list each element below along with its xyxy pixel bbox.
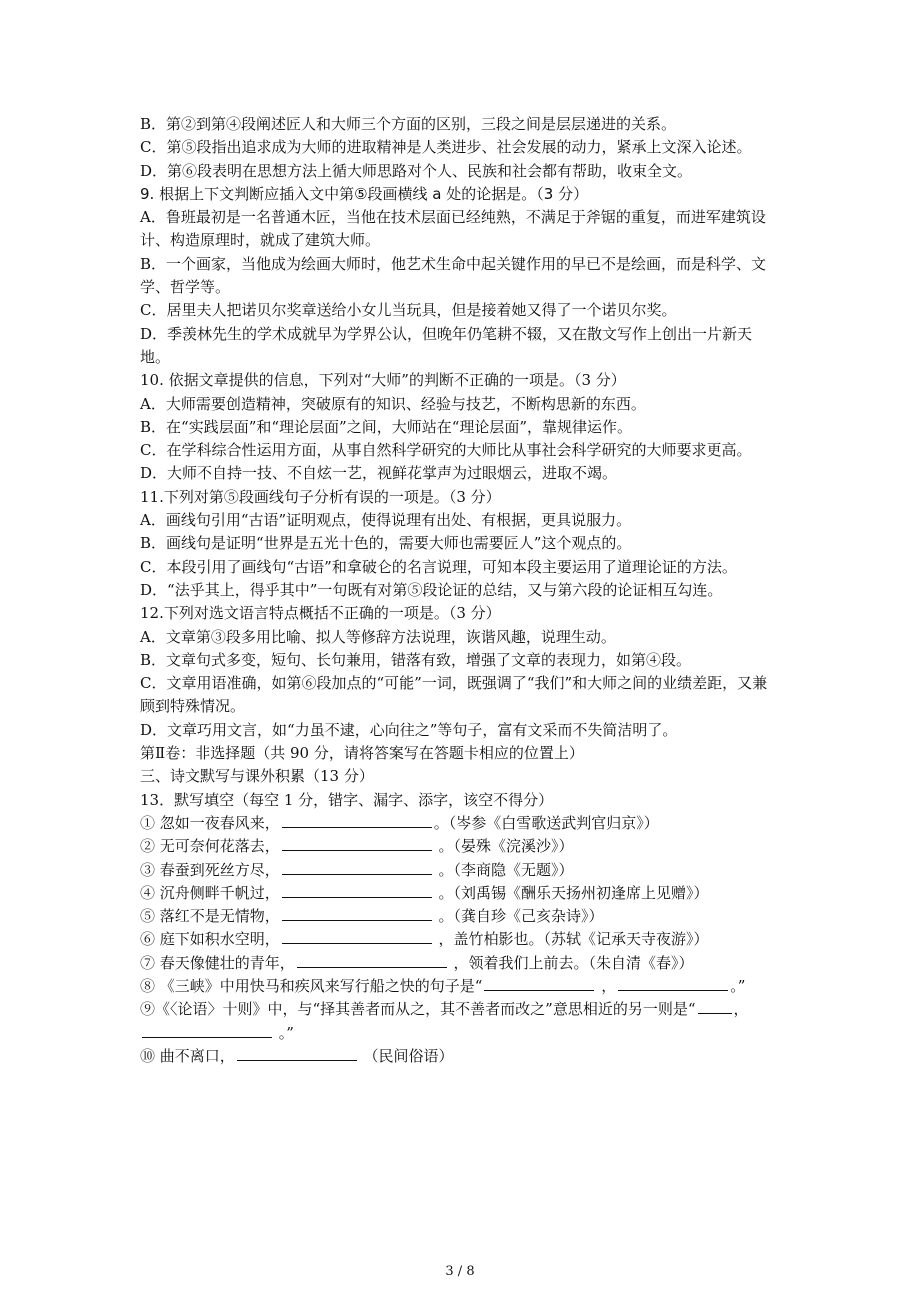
q13-item-2 xyxy=(140,835,780,858)
q8-option-d: D．第⑥段表明在思想方法上循大师思路对个人、民族和社会都有帮助，收束全文。 xyxy=(140,161,693,180)
item-prefix: ⑧ 《三峡》中用快马和疾风来写行船之快的句子是“ xyxy=(140,976,483,995)
item-separator: ， xyxy=(596,976,617,995)
answer-blank[interactable] xyxy=(282,836,432,851)
q9-option-d: D．季羡林先生的学术成就早为学界公认，但晚年仍笔耕不辍，又在散文写作上创出一片新天地。 xyxy=(140,324,753,366)
section3-title: 三、诗文默写与课外积累（13 分） xyxy=(140,767,374,786)
answer-blank[interactable] xyxy=(282,813,432,828)
q13-item-10 xyxy=(140,1045,780,1068)
q9-option-a: A．鲁班最初是一名普通木匠，当他在技术层面已经纯熟，不满足于斧锯的重复，而进军建筑设计、构造原理时，就成了建筑大师。 xyxy=(140,208,766,250)
answer-blank[interactable] xyxy=(698,999,732,1014)
q13-item-4 xyxy=(140,882,780,905)
q11-option-d: D．“法乎其上，得乎其中”一句既有对第⑤段论证的总结，又与第六段的论证相互勾连。 xyxy=(140,580,723,599)
item-prefix: ④ 沉舟侧畔千帆过， xyxy=(140,883,280,902)
item-suffix: 。（晏殊《浣溪沙》） xyxy=(433,837,574,856)
q11-option-a: A．画线句引用“古语”证明观点，使得说理有出处、有根据，更具说服力。 xyxy=(140,511,632,530)
q10-option-a: A．大师需要创造精神，突破原有的知识、经验与技艺，不断构思新的东西。 xyxy=(140,394,646,413)
q12-option-c: C．文章用语准确，如第⑥段加点的“可能”一词，既强调了“我们”和大师之间的业绩差距，又兼顾到特殊情况。 xyxy=(140,674,768,716)
item-prefix: ⑩ 曲不离口， xyxy=(140,1046,235,1065)
item-suffix: 。（龚自珍《己亥杂诗》） xyxy=(433,907,604,926)
item-separator: ， xyxy=(733,1000,749,1019)
q13-stem: 13．默写填空（每空 1 分，错字、漏字、添字，该空不得分） xyxy=(140,790,554,809)
item-suffix: 。” xyxy=(730,976,746,995)
item-suffix: 。” xyxy=(274,1023,294,1042)
q9-option-c: C．居里夫人把诺贝尔奖章送给小女儿当玩具，但是接着她又得了一个诺贝尔奖。 xyxy=(140,301,677,320)
item-suffix: （民间俗语） xyxy=(358,1046,454,1065)
q12-option-d: D．文章巧用文言，如“力虽不逮，心向往之”等句子，富有文采而不失简洁明了。 xyxy=(140,720,678,739)
answer-blank[interactable] xyxy=(142,1023,272,1038)
q11-stem: 11.下列对第⑤段画线句子分析有误的一项是。（3 分） xyxy=(140,487,501,506)
item-prefix: ② 无可奈何花落去， xyxy=(140,837,280,856)
answer-blank[interactable] xyxy=(237,1046,357,1061)
item-prefix: ⑥ 庭下如积水空明， xyxy=(140,930,280,949)
q13-item-3 xyxy=(140,859,780,882)
q13-item-7 xyxy=(140,952,780,975)
page-number: 3 / 8 xyxy=(445,1264,475,1279)
q10-option-b: B．在“实践层面”和“理论层面”之间，大师站在“理论层面”，靠规律运作。 xyxy=(140,417,633,436)
answer-blank[interactable] xyxy=(282,929,432,944)
q10-stem: 10. 依据文章提供的信息，下列对“大师”的判断不正确的一项是。（3 分） xyxy=(140,371,626,390)
q12-option-a: A．文章第③段多用比喻、拟人等修辞方法说理，诙谐风趣，说理生动。 xyxy=(140,627,616,646)
item-prefix: ③ 春蚕到死丝方尽， xyxy=(140,860,280,879)
q13-item-8 xyxy=(140,975,780,998)
item-suffix: 。（岑参《白雪歌送武判官归京》） xyxy=(433,813,659,832)
answer-blank[interactable] xyxy=(282,883,432,898)
exam-content xyxy=(140,113,780,1068)
q10-option-c: C．在学科综合性运用方面，从事自然科学研究的大师比从事社会科学研究的大师要求更高。 xyxy=(140,441,752,460)
q13-item-1 xyxy=(140,812,780,835)
answer-blank[interactable] xyxy=(282,906,432,921)
part2-title: 第Ⅱ卷：非选择题（共 90 分，请将答案写在答题卡相应的位置上） xyxy=(140,744,584,763)
answer-blank[interactable] xyxy=(282,860,432,875)
answer-blank[interactable] xyxy=(618,976,728,991)
item-suffix: ，盖竹柏影也。（苏轼《记承天寺夜游》） xyxy=(433,930,709,949)
item-suffix: 。（李商隐《无题》） xyxy=(433,860,574,879)
answer-blank[interactable] xyxy=(484,976,594,991)
q13-item-6 xyxy=(140,928,780,951)
q8-option-b: B．第②到第④段阐述匠人和大师三个方面的区别，三段之间是层层递进的关系。 xyxy=(140,115,677,133)
q10-option-d: D．大师不自持一技、不自炫一艺，视鲜花掌声为过眼烟云，进取不竭。 xyxy=(140,464,618,483)
item-prefix: ⑨《〈论语〉十则》中，与“择其善者而从之，其不善者而改之”意思相近的另一则是“ xyxy=(140,1000,696,1019)
q11-option-b: B．画线句是证明“世界是五光十色的，需要大师也需要匠人”这个观点的。 xyxy=(140,534,632,553)
item-prefix: ① 忽如一夜春风来， xyxy=(140,813,280,832)
q9-stem: 9. 根据上下文判断应插入文中第⑤段画横线 a 处的论据是。（3 分） xyxy=(140,184,589,203)
q9-option-b: B．一个画家，当他成为绘画大师时，他艺术生命中起关键作用的早已不是绘画，而是科学、文学、哲学等。 xyxy=(140,254,767,297)
q12-stem: 12.下列对选文语言特点概括不正确的一项是。（3 分） xyxy=(140,604,501,623)
q8-option-c: C．第⑤段指出追求成为大师的进取精神是人类进步、社会发展的动力，紧承上文深入论述。 xyxy=(140,138,752,157)
item-suffix: ，领着我们上前去。（朱自清《春》） xyxy=(448,953,694,972)
q13-item-9 xyxy=(140,998,780,1045)
item-prefix: ⑤ 落红不是无情物， xyxy=(140,907,280,926)
item-prefix: ⑦ 春天像健壮的青年， xyxy=(140,953,295,972)
q13-item-5 xyxy=(140,905,780,928)
q11-option-c: C．本段引用了画线句“古语”和拿破仑的名言说理，可知本段主要运用了道理论证的方法。 xyxy=(140,557,737,576)
q12-option-b: B．文章句式多变，短句、长句兼用，错落有致，增强了文章的表现力，如第④段。 xyxy=(140,650,692,669)
answer-blank[interactable] xyxy=(297,953,447,968)
item-suffix: 。（刘禹锡《酬乐天扬州初逢席上见赠》） xyxy=(433,883,709,902)
